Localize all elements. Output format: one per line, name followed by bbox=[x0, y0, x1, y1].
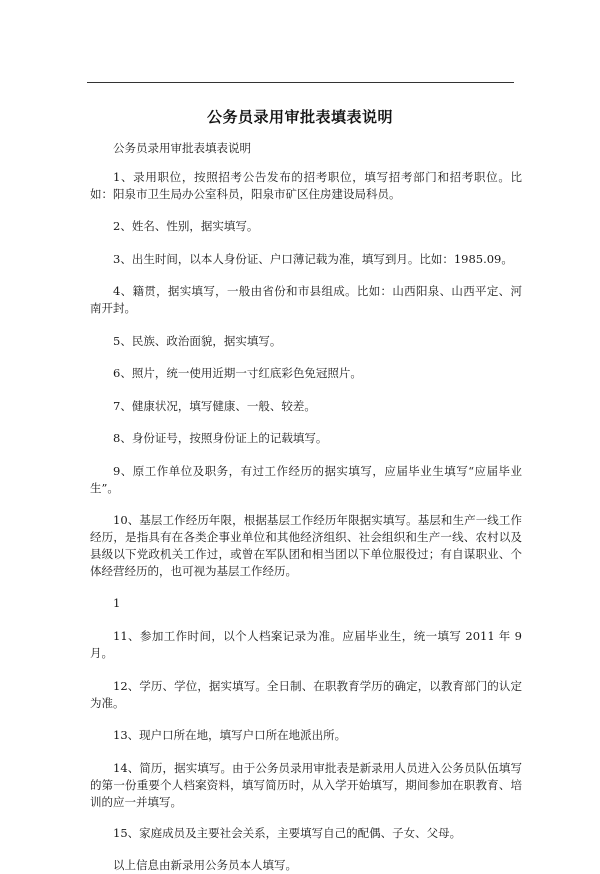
body-paragraph-item-11: 11、参加工作时间，以个人档案记录为准。应届毕业生，统一填写 2011 年 9 月。 bbox=[90, 629, 522, 660]
body-paragraph-subtitle: 公务员录用审批表填表说明 bbox=[113, 141, 251, 155]
body-paragraph-item-3: 3、出生时间，以本人身份证、户口薄记载为准，填写到月。比如：1985.09。 bbox=[113, 252, 513, 266]
body-paragraph-item-1: 1、录用职位，按照招考公告发布的招考职位，填写招考部门和招考职位。比如：阳泉市卫生局办公室科员，阳泉市矿区住房建设局科员。 bbox=[90, 170, 522, 201]
body-paragraph-item-12: 12、学历、学位，据实填写。全日制、在职教育学历的确定，以教育部门的认定为准。 bbox=[90, 679, 522, 710]
body-paragraph-item-13: 13、现户口所在地，填写户口所在地派出所。 bbox=[113, 728, 347, 742]
body-paragraph-item-6: 6、照片，统一使用近期一寸红底彩色免冠照片。 bbox=[113, 366, 362, 380]
body-paragraph-item-8: 8、身份证号，按照身份证上的记载填写。 bbox=[113, 431, 328, 445]
body-paragraph-item-10: 10、基层工作经历年限，根据基层工作经历年限据实填写。基层和生产一线工作经历，是指具有在各类企事业单位和其他经济组织、社会组织和生产一线、农村以及县级以下党政机关工作过，或曾在军队团和相当团以下单位服役过；有自谋职业、个体经营经历的，也可视为基层工作经历。 bbox=[90, 513, 522, 578]
document-body bbox=[90, 140, 522, 874]
body-paragraph-item-4: 4、籍贯，据实填写，一般由省份和市县组成。比如：山西阳泉、山西平定、河南开封。 bbox=[90, 284, 522, 315]
body-paragraph-item-14: 14、简历，据实填写。由于公务员录用审批表是新录用人员进入公务员队伍填写的第一份重要个人档案资料，填写简历时，从入学开始填写，期间参加在职教育、培训的应一并填写。 bbox=[90, 761, 522, 809]
body-paragraph-item-5: 5、民族、政治面貌，据实填写。 bbox=[113, 334, 282, 348]
body-paragraph-item-7: 7、健康状况，填写健康、一般、较差。 bbox=[113, 399, 316, 413]
body-paragraph-closing: 以上信息由新录用公务员本人填写。 bbox=[113, 858, 297, 872]
body-paragraph-item-2: 2、姓名、性别，据实填写。 bbox=[113, 219, 259, 233]
body-paragraph-item-9: 9、原工作单位及职务，有过工作经历的据实填写，应届毕业生填写“应届毕业生”。 bbox=[90, 464, 522, 495]
document-title: 公务员录用审批表填表说明 bbox=[206, 108, 393, 126]
body-paragraph-item-15: 15、家庭成员及主要社会关系，主要填写自己的配偶、子女、父母。 bbox=[113, 826, 462, 840]
header-rule bbox=[87, 82, 514, 83]
page-number: 1 bbox=[113, 596, 121, 610]
